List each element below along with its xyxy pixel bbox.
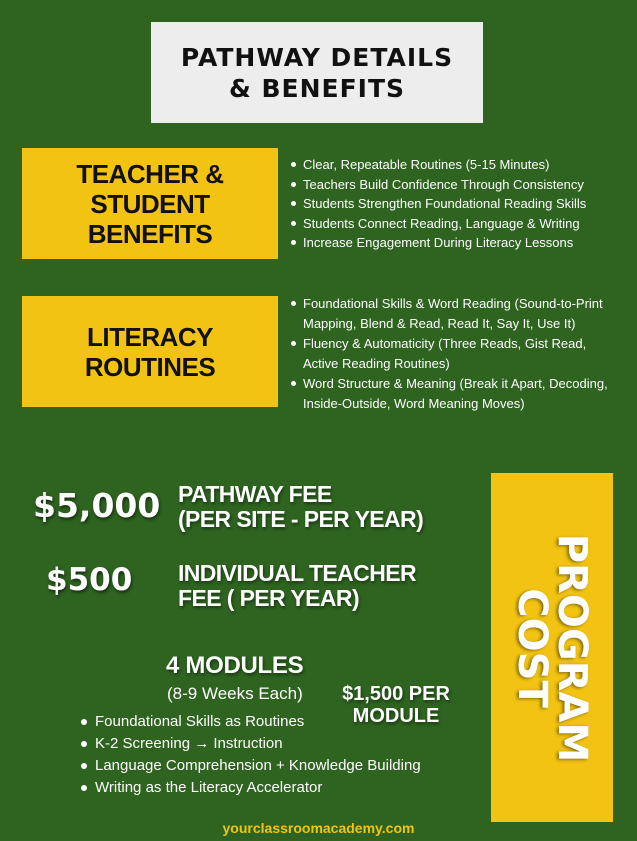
routines-label-line-1: LITERACY <box>87 321 213 352</box>
list-item: Clear, Repeatable Routines (5-15 Minutes) <box>289 155 629 175</box>
benefits-label-line-3: BENEFITS <box>87 218 213 249</box>
list-item: Teachers Build Confidence Through Consistency <box>289 175 629 195</box>
module-price-line-1: $1,500 PER <box>342 683 450 705</box>
list-item: Fluency & Automaticity (Three Reads, Gist Read, Active Reading Routines) <box>289 334 624 374</box>
program-cost-label <box>509 533 595 762</box>
routines-list <box>289 294 624 414</box>
list-item: Foundational Skills & Word Reading (Sound-to-Print Mapping, Blend & Read, Read It, Say It, Use It) <box>289 294 624 334</box>
modules-list <box>78 711 478 799</box>
pathway-fee-line-2: (PER SITE - PER YEAR) <box>178 506 424 532</box>
page-title-box <box>151 22 483 123</box>
list-item: K-2 Screening → Instruction <box>78 733 478 755</box>
literacy-routines-label-box <box>22 296 278 407</box>
teacher-fee-label <box>178 561 478 611</box>
list-item: Writing as the Literacy Accelerator <box>78 777 478 799</box>
teacher-fee-line-1: INDIVIDUAL TEACHER <box>178 560 416 586</box>
modules-title: 4 MODULES <box>166 652 304 679</box>
page-title-line-2: & BENEFITS <box>228 73 406 103</box>
list-item: Language Comprehension + Knowledge Building <box>78 755 478 777</box>
page-title-line-1: PATHWAY DETAILS <box>180 42 454 72</box>
program-cost-line-2: COST <box>509 587 555 708</box>
pathway-price: $5,000 <box>33 486 161 525</box>
benefits-label-line-1: TEACHER & <box>76 158 224 189</box>
modules-subtitle: (8-9 Weeks Each) <box>167 684 303 703</box>
footer-website: yourclassroomacademy.com <box>222 820 415 836</box>
list-item: Increase Engagement During Literacy Lessons <box>289 233 629 253</box>
teacher-price: $500 <box>46 562 133 598</box>
pathway-fee-label <box>178 482 478 532</box>
program-cost-box <box>491 473 613 822</box>
list-item: Foundational Skills as Routines <box>78 711 478 733</box>
benefits-label-line-2: STUDENT <box>90 188 210 219</box>
list-item: Students Connect Reading, Language & Writing <box>289 214 629 234</box>
benefits-list <box>289 155 629 253</box>
pathway-fee-line-1: PATHWAY FEE <box>178 481 332 507</box>
routines-label-line-2: ROUTINES <box>84 351 216 382</box>
module-price-line-2: MODULE <box>352 705 440 727</box>
list-item: Word Structure & Meaning (Break it Apart, Decoding, Inside-Outside, Word Meaning Moves) <box>289 374 624 414</box>
teacher-student-benefits-label-box <box>22 148 278 259</box>
program-cost-line-1: PROGRAM <box>549 533 595 762</box>
teacher-fee-line-2: FEE ( PER YEAR) <box>178 585 359 611</box>
list-item: Students Strengthen Foundational Reading Skills <box>289 194 629 214</box>
